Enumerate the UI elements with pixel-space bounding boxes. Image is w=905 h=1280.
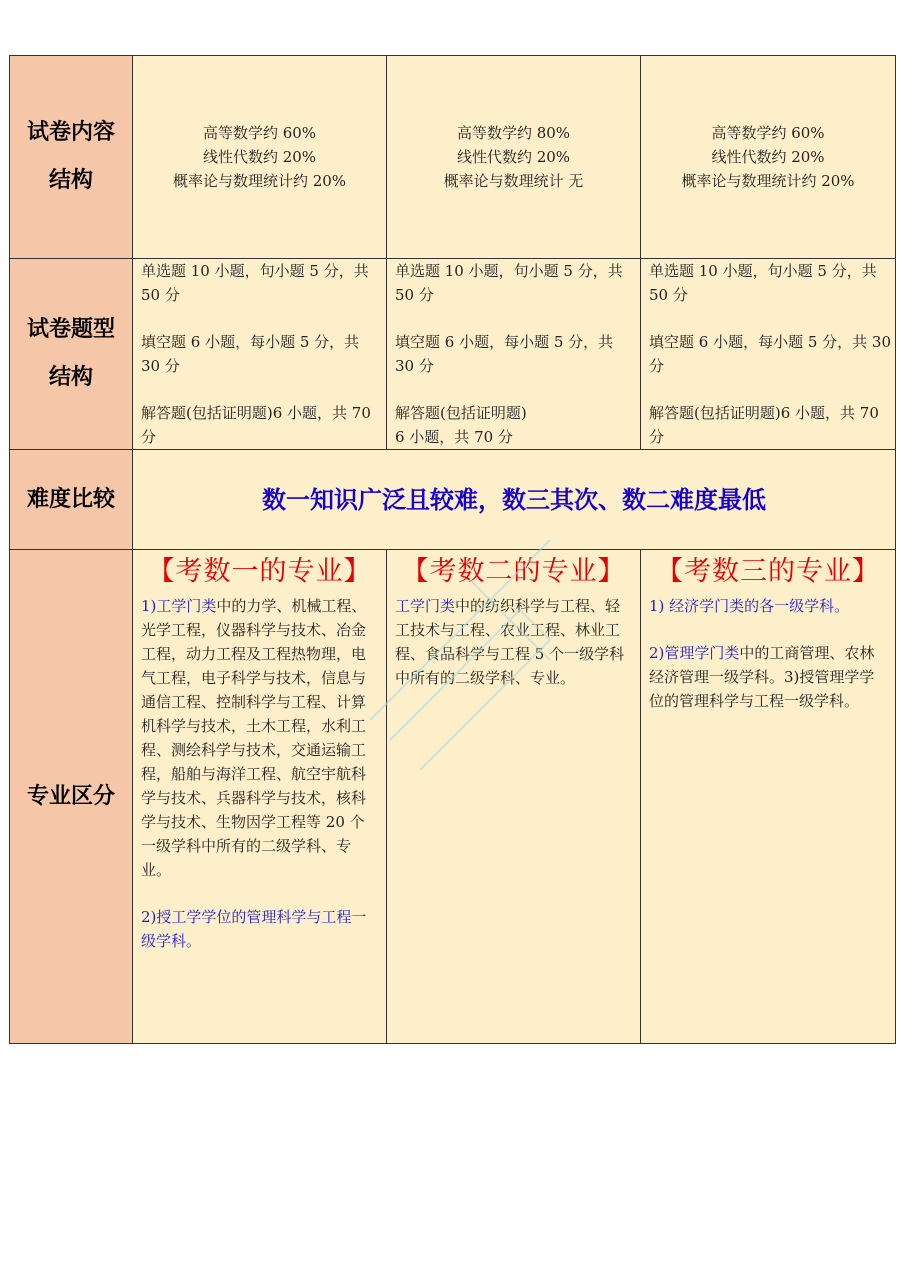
category-link: 工学门类 [395,597,456,615]
comparison-table [9,55,896,1044]
content-line: 概率论与数理统计约 20% [172,172,347,190]
content-cell-math3 [641,56,896,259]
question-cell-math2 [387,259,641,450]
row-header-difficulty: 难度比较 [10,450,133,550]
category-link: 工学门类 [156,597,217,615]
row-header-line: 试卷题型 [26,317,115,342]
row-content-structure [10,56,896,259]
majors-body-math2 [387,590,640,690]
question-line: 填空题 6 小题，每小题 5 分，共 30 分 [395,333,614,375]
content-line: 概率论与数理统计 无 [443,172,584,190]
question-line: 解答题(包括证明题)6 小题，共 70 分 [141,404,371,446]
row-majors [10,550,896,1044]
question-line: 6 小题，共 70 分 [395,428,513,446]
majors-body-math1 [133,590,386,953]
majors-cell-math2 [387,550,641,1044]
question-line: 填空题 6 小题，每小题 5 分，共 30 分 [141,333,360,375]
question-line: 单选题 10 小题，句小题 5 分，共 50 分 [649,262,877,304]
category-link: 2)管理学门类 [649,644,740,662]
difficulty-text: 数一知识广泛且较难，数三其次、数二难度最低 [133,450,896,550]
row-header-line: 结构 [48,365,93,390]
majors-title-math2: 【考数二的专业】 [401,556,626,587]
content-cell-math2 [387,56,641,259]
content-line: 线性代数约 20% [711,148,825,166]
content-line: 概率论与数理统计约 20% [681,172,855,190]
question-line: 解答题(包括证明题) [395,404,527,422]
question-line: 解答题(包括证明题)6 小题，共 70 分 [649,404,879,446]
majors-title-math1: 【考数一的专业】 [147,556,372,587]
majors-title-math3: 【考数三的专业】 [656,556,880,587]
majors-body-math3 [641,590,895,713]
row-header-majors: 专业区分 [10,550,133,1044]
row-header-line: 结构 [48,168,93,193]
content-cell-math1 [133,56,387,259]
row-question-structure [10,259,896,450]
content-line: 高等数学约 60% [202,124,317,142]
majors-text: 1) 经济学门类的各一级学科。 [649,597,850,615]
question-line: 单选题 10 小题，句小题 5 分，共 50 分 [395,262,623,304]
majors-text: 2)授工学学位的管理科学与工程一级学科。 [141,908,367,950]
majors-text: 中的纺织科学与工程、轻工技术与工程、农业工程、林业工程、食品科学与工程 5 个一级学科中所有的二级学科、专业。 [395,597,625,687]
content-line: 线性代数约 20% [456,148,571,166]
content-line: 高等数学约 80% [456,124,571,142]
majors-cell-math3 [641,550,896,1044]
question-line: 单选题 10 小题，句小题 5 分，共 50 分 [141,262,369,304]
row-header-line: 试卷内容 [26,120,115,145]
majors-cell-math1 [133,550,387,1044]
list-number: 1) [141,597,157,615]
question-line: 填空题 6 小题，每小题 5 分，共 30 分 [649,333,892,375]
content-line: 高等数学约 60% [711,124,825,142]
question-cell-math3 [641,259,896,450]
majors-text: 中的力学、机械工程、光学工程，仪器科学与技术、冶金工程，动力工程及工程热物理，电气工程，电子科学与技术，信息与通信工程、控制科学与工程、计算机科学与技术，土木工程，水利工程、测绘科学与技术，交通运输工程，船舶与海洋工程、航空宇航科学与技术、兵器科学与技术，核科学与技术、生物因学工程等 20 个一级学科中所有的二级学科、专业。 [141,597,367,879]
row-header-content [10,56,133,259]
question-cell-math1 [133,259,387,450]
row-header-question [10,259,133,450]
row-difficulty [10,450,896,550]
content-line: 线性代数约 20% [202,148,317,166]
majors-text: 中的工商管理、农林经济管理一级学科。3)授管理学学位的管理科学与工程一级学科。 [649,644,875,710]
